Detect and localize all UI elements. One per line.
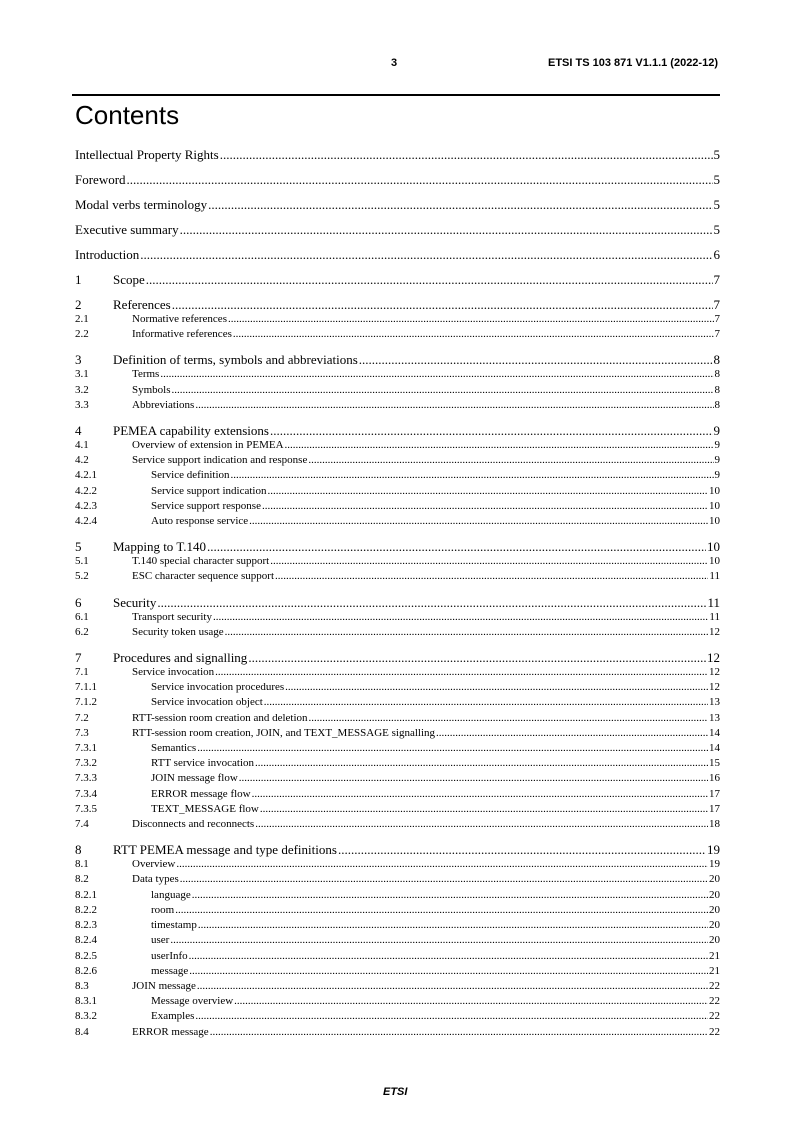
toc-entry[interactable] xyxy=(75,297,720,312)
toc-entry[interactable] xyxy=(75,680,720,695)
toc-entry[interactable] xyxy=(75,771,720,786)
toc-entry-number: 7.3.3 xyxy=(75,772,97,785)
toc-entry[interactable] xyxy=(75,625,720,640)
toc-entry-label: Service invocation procedures xyxy=(151,681,285,694)
toc-entry-page: 20 xyxy=(709,873,720,886)
toc-entry-page: 10 xyxy=(707,539,720,555)
toc-entry-label: Transport security xyxy=(132,610,212,623)
toc-leader-dots xyxy=(231,468,714,483)
footer-label: ETSI xyxy=(383,1086,408,1098)
toc-entry-label: Service support response xyxy=(151,499,261,512)
toc-entry[interactable] xyxy=(75,842,720,857)
toc-entry[interactable] xyxy=(75,499,720,514)
toc-entry-number: 8.2.5 xyxy=(75,949,97,962)
toc-entry[interactable] xyxy=(75,802,720,817)
toc-entry-page: 7 xyxy=(713,297,720,312)
toc-leader-dots xyxy=(233,327,714,342)
toc-entry-page: 12 xyxy=(709,625,720,638)
toc-entry-number: 4.2 xyxy=(75,454,89,467)
toc-entry-label: ESC character sequence support xyxy=(132,570,275,583)
toc-leader-dots xyxy=(270,554,708,569)
toc-entry-label: room xyxy=(151,903,175,916)
toc-leader-dots xyxy=(436,726,708,741)
toc-entry-page: 9 xyxy=(714,469,720,482)
toc-entry-number: 4.1 xyxy=(75,439,89,452)
toc-entry[interactable] xyxy=(75,903,720,918)
toc-leader-dots xyxy=(180,222,713,237)
table-of-contents xyxy=(75,147,720,1040)
toc-entry[interactable] xyxy=(75,726,720,741)
toc-entry-page: 8 xyxy=(714,398,720,411)
toc-leader-dots xyxy=(175,903,708,918)
toc-entry-number: 8.2.6 xyxy=(75,964,97,977)
toc-entry-label: TEXT_MESSAGE flow xyxy=(151,802,259,815)
toc-entry-number: 8.3.1 xyxy=(75,995,97,1008)
toc-entry-page: 22 xyxy=(709,995,720,1008)
toc-leader-dots xyxy=(127,172,713,187)
document-reference: ETSI TS 103 871 V1.1.1 (2022-12) xyxy=(548,57,718,69)
toc-entry[interactable] xyxy=(75,741,720,756)
toc-entry-page: 5 xyxy=(713,147,720,162)
toc-entry-label: Data types xyxy=(132,873,179,886)
toc-entry-page: 11 xyxy=(709,610,720,623)
toc-entry[interactable] xyxy=(75,964,720,979)
toc-leader-dots xyxy=(255,756,708,771)
toc-entry-page: 11 xyxy=(709,570,720,583)
toc-entry-page: 8 xyxy=(714,383,720,396)
toc-entry-label: Scope xyxy=(113,272,145,287)
toc-entry-page: 10 xyxy=(709,555,720,568)
toc-entry-number: 8.2.2 xyxy=(75,903,97,916)
toc-entry-label: language xyxy=(151,888,191,901)
toc-entry-label: Service invocation object xyxy=(151,696,263,709)
toc-entry-label: RTT-session room creation, JOIN, and TEXT_MESSAGE signalling xyxy=(132,726,436,739)
toc-entry-label: JOIN message xyxy=(132,979,196,992)
toc-entry-number: 7.4 xyxy=(75,818,89,831)
toc-leader-dots xyxy=(146,272,713,287)
toc-entry-label: Auto response service xyxy=(151,515,249,528)
toc-entry-number: 2.1 xyxy=(75,313,89,325)
toc-entry-label: Executive summary xyxy=(75,222,179,237)
toc-entry-page: 9 xyxy=(714,439,720,452)
toc-entry-number: 6.2 xyxy=(75,625,89,638)
toc-entry[interactable] xyxy=(75,665,720,680)
toc-leader-dots xyxy=(248,650,706,665)
toc-leader-dots xyxy=(180,872,708,887)
toc-entry[interactable] xyxy=(75,423,720,438)
toc-leader-dots xyxy=(255,817,708,832)
toc-leader-dots xyxy=(176,857,708,872)
toc-entry-label: Security token usage xyxy=(132,625,224,638)
toc-leader-dots xyxy=(189,964,708,979)
toc-leader-dots xyxy=(285,438,714,453)
toc-entry-number: 7 xyxy=(75,650,82,666)
toc-entry-label: Introduction xyxy=(75,247,140,262)
toc-leader-dots xyxy=(215,665,708,680)
toc-entry-label: timestamp xyxy=(151,919,197,932)
toc-leader-dots xyxy=(140,247,712,262)
toc-entry-page: 10 xyxy=(709,515,720,528)
toc-entry-number: 4.2.1 xyxy=(75,469,97,482)
toc-entry[interactable] xyxy=(75,1025,720,1040)
toc-entry-number: 8.3 xyxy=(75,979,89,992)
toc-entry[interactable] xyxy=(75,933,720,948)
toc-entry[interactable] xyxy=(75,383,720,398)
toc-entry[interactable] xyxy=(75,453,720,468)
toc-entry-page: 20 xyxy=(709,934,720,947)
toc-entry-page: 7 xyxy=(714,328,720,341)
toc-leader-dots xyxy=(359,352,713,367)
toc-entry-label: Modal verbs terminology xyxy=(75,197,208,212)
toc-entry[interactable] xyxy=(75,468,720,483)
toc-entry-label: References xyxy=(113,297,171,312)
toc-entry-page: 5 xyxy=(713,222,720,237)
toc-entry[interactable] xyxy=(75,514,720,529)
toc-entry[interactable] xyxy=(75,352,720,367)
toc-entry-label: ERROR message flow xyxy=(151,787,251,800)
toc-entry-number: 8.2.1 xyxy=(75,888,97,901)
toc-entry-number: 5.2 xyxy=(75,570,89,583)
toc-entry-label: ERROR message xyxy=(132,1025,209,1038)
toc-entry-label: Mapping to T.140 xyxy=(113,539,207,555)
toc-leader-dots xyxy=(195,398,713,413)
toc-leader-dots xyxy=(252,787,708,802)
toc-entry[interactable] xyxy=(75,595,720,610)
toc-leader-dots xyxy=(308,453,713,468)
toc-entry-number: 8.1 xyxy=(75,858,89,871)
toc-leader-dots xyxy=(267,484,708,499)
toc-entry-label: Semantics xyxy=(151,742,197,755)
toc-entry-page: 20 xyxy=(709,903,720,916)
toc-entry-page: 19 xyxy=(709,858,720,871)
toc-entry-page: 11 xyxy=(707,594,720,610)
toc-entry[interactable] xyxy=(75,554,720,569)
toc-entry-page: 21 xyxy=(709,949,720,962)
toc-entry[interactable] xyxy=(75,888,720,903)
toc-entry-number: 5 xyxy=(75,539,82,555)
toc-entry-number: 7.3.1 xyxy=(75,742,97,755)
toc-entry-number: 8 xyxy=(75,842,82,858)
toc-leader-dots xyxy=(207,539,706,554)
toc-entry-page: 8 xyxy=(714,368,720,381)
toc-entry[interactable] xyxy=(75,438,720,453)
toc-entry-number: 3.1 xyxy=(75,368,89,381)
toc-entry[interactable] xyxy=(75,247,720,262)
toc-entry-page: 15 xyxy=(709,757,720,770)
toc-leader-dots xyxy=(172,297,713,312)
toc-entry[interactable] xyxy=(75,367,720,382)
toc-entry[interactable] xyxy=(75,197,720,212)
toc-entry-number: 8.2.4 xyxy=(75,934,97,947)
toc-leader-dots xyxy=(172,383,714,398)
toc-entry[interactable] xyxy=(75,695,720,710)
toc-entry-number: 1 xyxy=(75,272,82,287)
toc-leader-dots xyxy=(338,842,706,857)
toc-leader-dots xyxy=(275,569,708,584)
toc-entry[interactable] xyxy=(75,711,720,726)
toc-entry-number: 2 xyxy=(75,297,82,312)
toc-entry-number: 4 xyxy=(75,423,82,439)
toc-entry-number: 8.2 xyxy=(75,873,89,886)
toc-entry-page: 20 xyxy=(709,888,720,901)
toc-entry-number: 7.2 xyxy=(75,711,89,724)
toc-entry-number: 7.1 xyxy=(75,666,89,679)
toc-entry-label: Definition of terms, symbols and abbreviations xyxy=(113,352,358,368)
toc-leader-dots xyxy=(270,423,713,438)
toc-leader-dots xyxy=(239,771,708,786)
toc-entry-label: RTT service invocation xyxy=(151,757,254,770)
toc-entry-page: 12 xyxy=(709,666,720,679)
toc-entry-label: Service support indication and response xyxy=(132,454,308,467)
toc-entry[interactable] xyxy=(75,872,720,887)
toc-leader-dots xyxy=(170,933,708,948)
toc-entry-label: Service invocation xyxy=(132,666,215,679)
toc-leader-dots xyxy=(234,994,708,1009)
header-rule xyxy=(72,94,720,96)
toc-entry[interactable] xyxy=(75,979,720,994)
toc-entry-page: 7 xyxy=(713,272,720,287)
toc-entry-number: 7.3 xyxy=(75,726,89,739)
toc-entry-page: 19 xyxy=(707,842,720,858)
toc-leader-dots xyxy=(285,680,708,695)
toc-entry-number: 8.2.3 xyxy=(75,919,97,932)
toc-entry-label: Symbols xyxy=(132,383,171,396)
toc-entry-page: 22 xyxy=(709,979,720,992)
toc-entry-number: 7.1.2 xyxy=(75,696,97,709)
toc-entry-page: 20 xyxy=(709,919,720,932)
toc-entry-page: 8 xyxy=(713,352,720,368)
toc-entry[interactable] xyxy=(75,650,720,665)
toc-entry-page: 10 xyxy=(709,484,720,497)
toc-leader-dots xyxy=(197,979,708,994)
toc-entry[interactable] xyxy=(75,222,720,237)
toc-entry-label: Security xyxy=(113,594,157,610)
toc-entry[interactable] xyxy=(75,756,720,771)
toc-leader-dots xyxy=(213,610,708,625)
toc-entry-page: 12 xyxy=(707,650,720,666)
toc-entry[interactable] xyxy=(75,787,720,802)
page-number: 3 xyxy=(391,57,398,69)
toc-entry[interactable] xyxy=(75,539,720,554)
toc-entry-label: JOIN message flow xyxy=(151,772,238,785)
toc-entry-number: 2.2 xyxy=(75,328,89,341)
toc-entry-page: 5 xyxy=(713,172,720,187)
toc-entry-label: Abbreviations xyxy=(132,398,195,411)
toc-entry[interactable] xyxy=(75,949,720,964)
toc-leader-dots xyxy=(260,802,708,817)
toc-leader-dots xyxy=(309,711,708,726)
toc-entry-label: Procedures and signalling xyxy=(113,650,248,666)
toc-entry-label: Disconnects and reconnects xyxy=(132,818,255,831)
toc-entry[interactable] xyxy=(75,569,720,584)
toc-entry-label: Terms xyxy=(132,368,160,381)
toc-entry[interactable] xyxy=(75,272,720,287)
toc-entry-label: Informative references xyxy=(132,328,232,341)
toc-leader-dots xyxy=(189,949,708,964)
toc-entry-page: 22 xyxy=(709,1010,720,1023)
toc-leader-dots xyxy=(208,197,712,212)
toc-entry-number: 7.3.2 xyxy=(75,757,97,770)
toc-entry-number: 7.3.4 xyxy=(75,787,97,800)
toc-entry-label: message xyxy=(151,964,189,977)
toc-entry-page: 14 xyxy=(709,742,720,755)
toc-entry-label: Service support indication xyxy=(151,484,267,497)
toc-entry-number: 4.2.2 xyxy=(75,484,97,497)
toc-entry-label: Foreword xyxy=(75,172,126,187)
toc-entry[interactable] xyxy=(75,398,720,413)
toc-entry-number: 8.4 xyxy=(75,1025,89,1038)
toc-leader-dots xyxy=(210,1025,708,1040)
toc-entry[interactable] xyxy=(75,918,720,933)
toc-entry-label: PEMEA capability extensions xyxy=(113,423,269,439)
toc-entry-page: 6 xyxy=(713,247,720,262)
toc-entry-page: 17 xyxy=(709,802,720,815)
toc-entry-label: userInfo xyxy=(151,949,188,962)
toc-entry[interactable] xyxy=(75,312,720,327)
toc-leader-dots xyxy=(249,514,708,529)
toc-leader-dots xyxy=(264,695,708,710)
toc-entry[interactable] xyxy=(75,857,720,872)
toc-entry-page: 7 xyxy=(714,313,720,325)
toc-entry[interactable] xyxy=(75,1009,720,1024)
toc-leader-dots xyxy=(197,741,708,756)
toc-entry-page: 17 xyxy=(709,787,720,800)
toc-entry-number: 6.1 xyxy=(75,610,89,623)
toc-entry-label: Intellectual Property Rights xyxy=(75,147,219,162)
toc-leader-dots xyxy=(225,625,708,640)
toc-leader-dots xyxy=(195,1009,708,1024)
toc-entry-label: RTT PEMEA message and type definitions xyxy=(113,842,337,858)
toc-entry-number: 7.1.1 xyxy=(75,681,97,694)
toc-entry-label: Overview xyxy=(132,858,176,871)
toc-leader-dots xyxy=(228,312,714,327)
toc-entry-page: 13 xyxy=(709,696,720,709)
toc-leader-dots xyxy=(262,499,708,514)
toc-entry-page: 9 xyxy=(714,454,720,467)
toc-entry-label: Normative references xyxy=(132,313,227,325)
toc-entry-page: 21 xyxy=(709,964,720,977)
toc-entry-page: 9 xyxy=(713,423,720,439)
toc-leader-dots xyxy=(160,367,713,382)
toc-entry-page: 5 xyxy=(713,197,720,212)
toc-entry-page: 18 xyxy=(709,818,720,831)
toc-leader-dots xyxy=(198,918,708,933)
toc-entry-label: RTT-session room creation and deletion xyxy=(132,711,308,724)
toc-entry[interactable] xyxy=(75,610,720,625)
toc-leader-dots xyxy=(157,595,706,610)
toc-entry-page: 13 xyxy=(709,711,720,724)
toc-entry-number: 3.3 xyxy=(75,398,89,411)
toc-entry-page: 22 xyxy=(709,1025,720,1038)
toc-entry-number: 4.2.4 xyxy=(75,515,97,528)
toc-entry-number: 4.2.3 xyxy=(75,499,97,512)
toc-entry[interactable] xyxy=(75,484,720,499)
toc-entry-number: 3 xyxy=(75,352,82,368)
toc-entry-number: 3.2 xyxy=(75,383,89,396)
toc-entry-label: user xyxy=(151,934,170,947)
page-title: Contents xyxy=(75,100,180,130)
toc-entry-label: Overview of extension in PEMEA xyxy=(132,439,284,452)
toc-entry[interactable] xyxy=(75,147,720,162)
toc-entry-label: T.140 special character support xyxy=(132,555,270,568)
toc-entry-page: 14 xyxy=(709,726,720,739)
toc-entry-number: 5.1 xyxy=(75,555,89,568)
toc-entry-number: 6 xyxy=(75,594,82,610)
toc-entry-label: Message overview xyxy=(151,995,234,1008)
toc-entry-number: 7.3.5 xyxy=(75,802,97,815)
toc-leader-dots xyxy=(192,888,708,903)
toc-entry-page: 12 xyxy=(709,681,720,694)
toc-entry-label: Examples xyxy=(151,1010,195,1023)
toc-entry-page: 16 xyxy=(709,772,720,785)
toc-entry[interactable] xyxy=(75,327,720,342)
toc-entry-number: 8.3.2 xyxy=(75,1010,97,1023)
toc-entry-label: Service definition xyxy=(151,469,230,482)
toc-leader-dots xyxy=(220,147,713,162)
toc-entry-page: 10 xyxy=(709,499,720,512)
toc-entry[interactable] xyxy=(75,817,720,832)
toc-entry[interactable] xyxy=(75,172,720,187)
toc-entry[interactable] xyxy=(75,994,720,1009)
